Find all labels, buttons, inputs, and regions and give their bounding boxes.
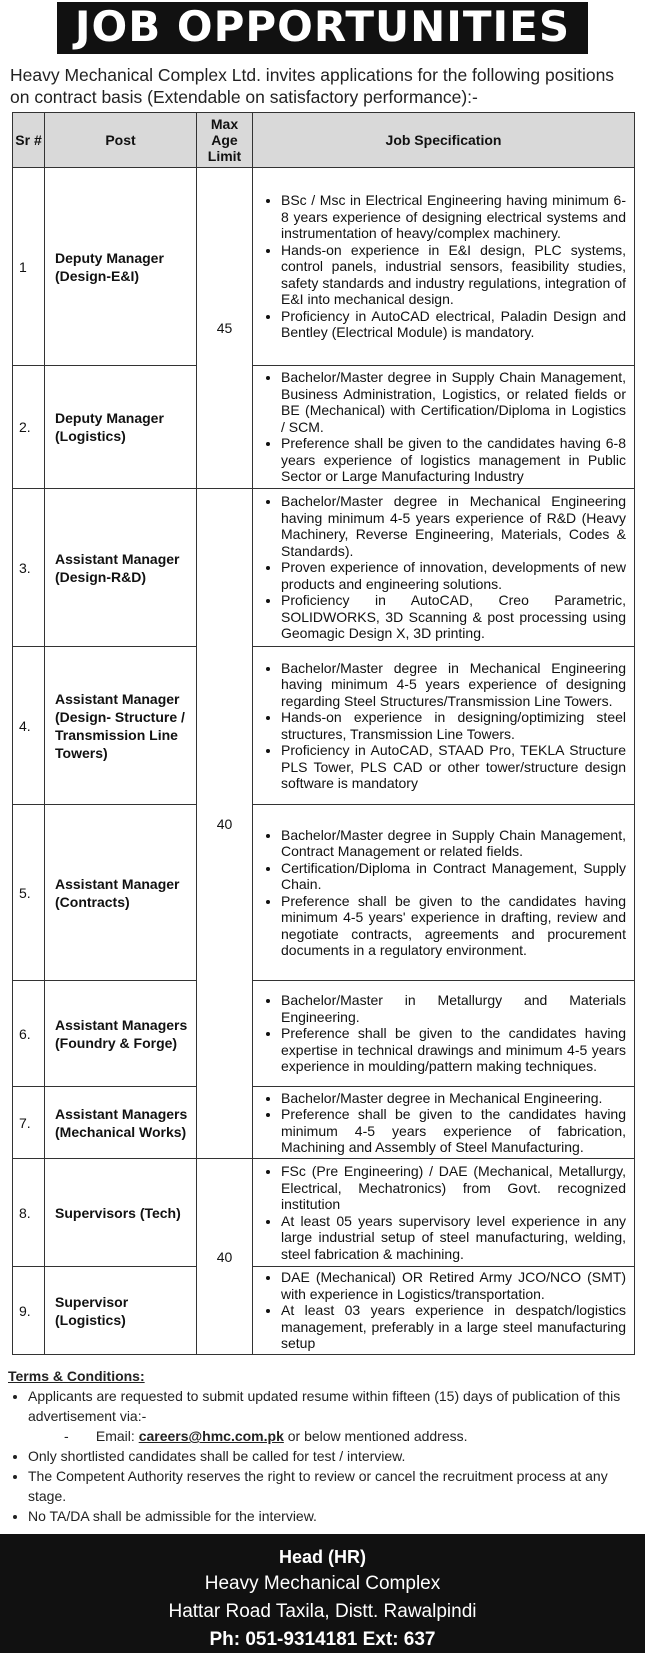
jobs-table bbox=[12, 112, 635, 1355]
row-sr: 3. bbox=[13, 489, 45, 647]
header-age: Max Age Limit bbox=[197, 113, 253, 168]
spec-item: • Proficiency in AutoCAD, STAAD Pro, TEKLA Structure PLS Tower, PLS CAD or other tower/structure design software is mandatory bbox=[281, 742, 626, 792]
age-limit: 40 bbox=[197, 1159, 253, 1355]
spec-item: • Preference shall be given to the candidates having expertise in technical drawings and minimum 4-5 years experience in moulding/pattern making techniques. bbox=[281, 1025, 626, 1075]
spec-item: • Bachelor/Master degree in Supply Chain Management, Business Administration, Logistics, or related fields or BE (Mechanical) with Certification/Diploma in Logistics / SCM. bbox=[281, 369, 626, 435]
row-spec bbox=[253, 1159, 635, 1267]
row-spec bbox=[253, 366, 635, 489]
spec-item: • Certification/Diploma in Contract Management, Supply Chain. bbox=[281, 860, 626, 893]
row-post: Assistant Managers (Foundry & Forge) bbox=[45, 981, 197, 1087]
table-row bbox=[13, 168, 635, 366]
spec-item: • Preference shall be given to the candidates having minimum 4-5 years' experience in drafting, review and negotiate contracts, agreements and procurement documents in a regulatory environment. bbox=[281, 893, 626, 959]
header-sr: Sr # bbox=[13, 113, 45, 168]
page-title: JOB OPPORTUNITIES bbox=[57, 2, 588, 54]
spec-item: • Bachelor/Master degree in Supply Chain Management, Contract Management or related fields. bbox=[281, 827, 626, 860]
email-suffix: or below mentioned address. bbox=[287, 1428, 468, 1444]
table-row bbox=[13, 1267, 635, 1355]
row-sr: 7. bbox=[13, 1087, 45, 1159]
terms-heading: Terms & Conditions: bbox=[8, 1368, 145, 1384]
spec-item: • Proven experience of innovation, developments of new products and engineering solutions. bbox=[281, 559, 626, 592]
row-spec bbox=[253, 647, 635, 805]
email-link[interactable]: careers@hmc.com.pk bbox=[138, 1428, 284, 1444]
terms-item: • The Competent Authority reserves the right to review or cancel the recruitment process at any stage. bbox=[28, 1466, 638, 1506]
footer-head: Head (HR) bbox=[278, 1547, 366, 1567]
row-post: Deputy Manager (Logistics) bbox=[45, 366, 197, 489]
row-spec bbox=[253, 1087, 635, 1159]
table-row bbox=[13, 805, 635, 981]
row-spec bbox=[253, 1267, 635, 1355]
row-sr: 1 bbox=[13, 168, 45, 366]
footer-address: Hattar Road Taxila, Distt. Rawalpindi bbox=[168, 1601, 477, 1622]
spec-item: • Hands-on experience in designing/optimizing steel structures, Transmission Line Towers. bbox=[281, 709, 626, 742]
row-sr: 9. bbox=[13, 1267, 45, 1355]
table-row bbox=[13, 1087, 635, 1159]
spec-item: • At least 03 years experience in despatch/logistics management, preferably in a large steel manufacturing setup bbox=[281, 1302, 626, 1352]
table-row bbox=[13, 647, 635, 805]
row-post: Supervisor (Logistics) bbox=[45, 1267, 197, 1355]
spec-item: • Bachelor/Master degree in Mechanical Engineering having minimum 4-5 years experience of designing regarding Steel Structures/Transmission Line Towers. bbox=[281, 660, 626, 710]
age-limit: 45 bbox=[197, 168, 253, 489]
contact-footer bbox=[0, 1534, 645, 1653]
spec-item: • Proficiency in AutoCAD electrical, Paladin Design and Bentley (Electrical Module) is mandatory. bbox=[281, 308, 626, 341]
row-post: Assistant Manager (Design- Structure / Transmission Line Towers) bbox=[45, 647, 197, 805]
table-header-row bbox=[13, 113, 635, 168]
spec-item: • At least 05 years supervisory level experience in any large industrial setup of steel manufacturing, welding, steel fabrication & machining. bbox=[281, 1213, 626, 1263]
row-spec bbox=[253, 805, 635, 981]
row-spec bbox=[253, 981, 635, 1087]
spec-item: • Hands-on experience in E&I design, PLC systems, control panels, industrial sensors, feasibility studies, safety standards and industry regulations, integration of E&I into mechanical design. bbox=[281, 242, 626, 308]
terms-section bbox=[8, 1366, 638, 1526]
row-post: Supervisors (Tech) bbox=[45, 1159, 197, 1267]
spec-item: • Bachelor/Master degree in Mechanical Engineering having minimum 4-5 years experience of R&D (Heavy Machinery, Reverse Engineering, Materials, Codes & Standards). bbox=[281, 493, 626, 559]
terms-item: • No TA/DA shall be admissible for the interview. bbox=[28, 1506, 638, 1526]
spec-item: • Proficiency in AutoCAD, Creo Parametric, SOLIDWORKS, 3D Scanning & post processing using Geomagic Design X, 3D printing. bbox=[281, 592, 626, 642]
table-row bbox=[13, 489, 635, 647]
row-post: Assistant Manager (Design-R&D) bbox=[45, 489, 197, 647]
spec-item: • FSc (Pre Engineering) / DAE (Mechanical, Metallurgy, Electrical, Mechatronics) from Govt. recognized institution bbox=[281, 1163, 626, 1213]
row-sr: 6. bbox=[13, 981, 45, 1087]
email-label: Email: bbox=[95, 1428, 135, 1444]
spec-item: • DAE (Mechanical) OR Retired Army JCO/NCO (SMT) with experience in Logistics/transportation. bbox=[281, 1269, 626, 1302]
row-spec bbox=[253, 489, 635, 647]
row-sr: 8. bbox=[13, 1159, 45, 1267]
table-row bbox=[13, 1159, 635, 1267]
age-limit: 40 bbox=[197, 489, 253, 1159]
spec-item: • Bachelor/Master degree in Mechanical Engineering. bbox=[281, 1090, 626, 1107]
row-post: Assistant Managers (Mechanical Works) bbox=[45, 1087, 197, 1159]
header-spec: Job Specification bbox=[253, 113, 635, 168]
header-post: Post bbox=[45, 113, 197, 168]
email-line: - Email: careers@hmc.com.pk or below mentioned address. bbox=[64, 1428, 468, 1444]
table-row bbox=[13, 366, 635, 489]
footer-phone: Ph: 051-9314181 Ext: 637 bbox=[209, 1629, 436, 1650]
row-sr: 4. bbox=[13, 647, 45, 805]
spec-item: • Bachelor/Master in Metallurgy and Materials Engineering. bbox=[281, 992, 626, 1025]
row-spec bbox=[253, 168, 635, 366]
row-sr: 5. bbox=[13, 805, 45, 981]
spec-item: • Preference shall be given to the candidates having 6-8 years experience of logistics management in Public Sector or Large Manufacturing Industry bbox=[281, 435, 626, 485]
row-post: Assistant Manager (Contracts) bbox=[45, 805, 197, 981]
row-post: Deputy Manager (Design-E&I) bbox=[45, 168, 197, 366]
header bbox=[0, 0, 645, 54]
row-sr: 2. bbox=[13, 366, 45, 489]
terms-item: • Applicants are requested to submit updated resume within fifteen (15) days of publication of this advertisement via:- bbox=[28, 1386, 638, 1426]
spec-item: • BSc / Msc in Electrical Engineering having minimum 6-8 years experience of designing electrical systems and instrumentation of heavy/complex machinery. bbox=[281, 192, 626, 242]
table-row bbox=[13, 981, 635, 1087]
spec-item: • Preference shall be given to the candidates having minimum 4-5 years experience of fabrication, Machining and Assembly of Steel Manufacturing. bbox=[281, 1106, 626, 1156]
intro-text: Heavy Mechanical Complex Ltd. invites applications for the following positions on contract basis (Extendable on satisfactory performance):- bbox=[10, 65, 615, 107]
terms-item: • Only shortlisted candidates shall be called for test / interview. bbox=[28, 1446, 638, 1466]
footer-company: Heavy Mechanical Complex bbox=[204, 1573, 441, 1594]
